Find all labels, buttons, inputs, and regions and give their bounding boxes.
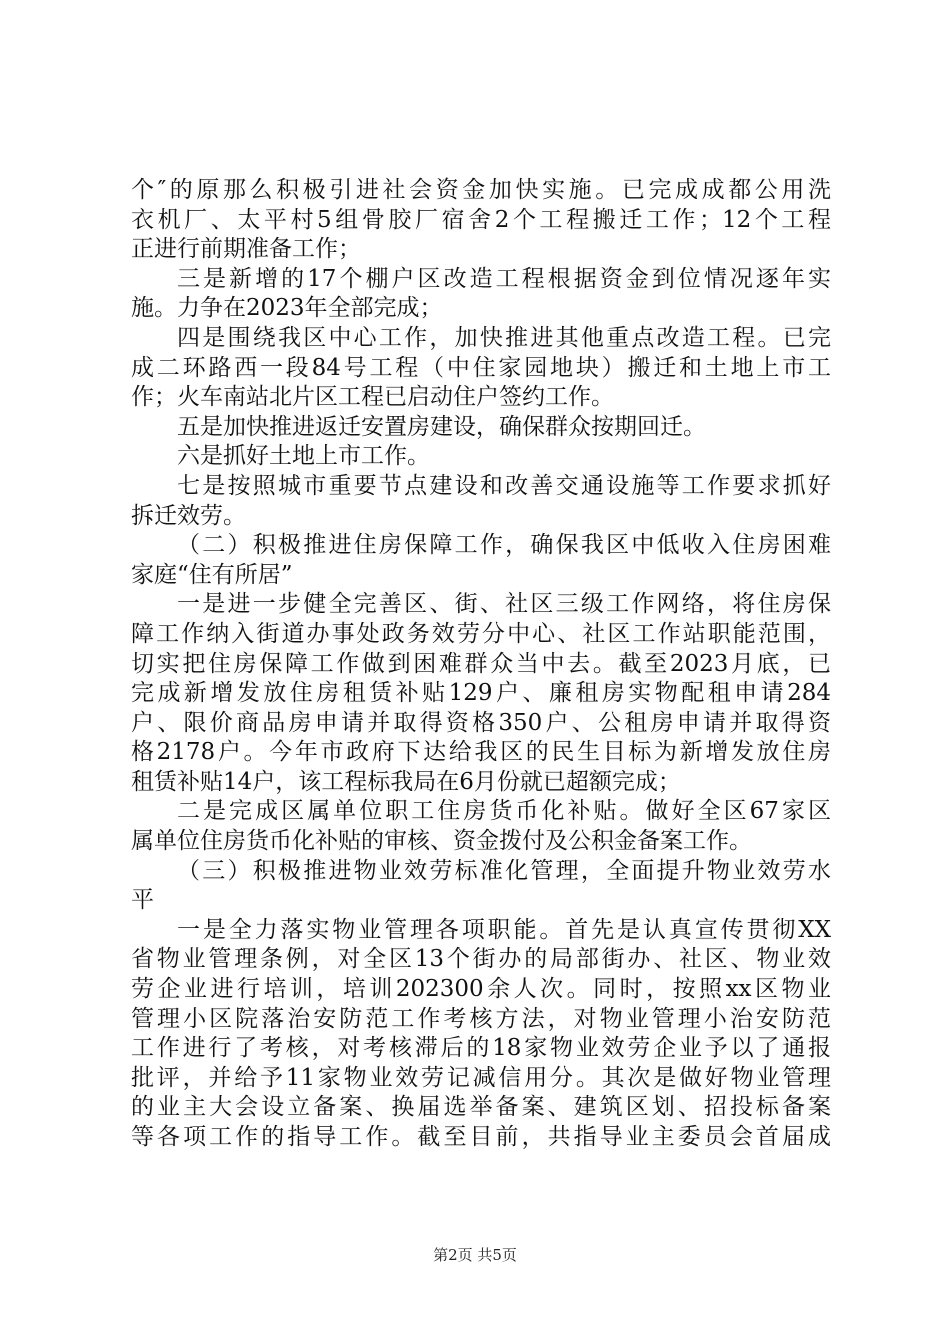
- text-line: 六是抓好土地上市工作。: [177, 443, 430, 470]
- text-line: 工作进行了考核，对考核滞后的18家物业效劳企业予以了通报: [131, 1035, 831, 1062]
- text-line: 成二环路西一段84号工程（中住家园地块）搬迁和土地上市工: [131, 354, 831, 381]
- section-heading: （三）积极推进物业效劳标准化管理，全面提升物业效劳水: [177, 857, 831, 884]
- section-heading: 平: [131, 887, 154, 914]
- text-line: 属单位住房货币化补贴的审核、资金拨付及公积金备案工作。: [131, 828, 752, 855]
- text-line: 批评，并给予11家物业效劳记减信用分。其次是做好物业管理: [131, 1064, 831, 1091]
- text-line: 租赁补贴14户，该工程标我局在6月份就已超额完成；: [131, 768, 681, 795]
- text-line: 二是完成区属单位职工住房货币化补贴。做好全区67家区: [177, 798, 831, 825]
- text-line: 一是全力落实物业管理各项职能。首先是认真宣传贯彻XX: [177, 916, 831, 943]
- text-line: 障工作纳入街道办事处政务效劳分中心、社区工作站职能范围，: [131, 620, 831, 647]
- text-line: 管理小区院落治安防范工作考核方法，对物业管理小治安防范: [131, 1005, 831, 1032]
- text-line: 衣机厂、太平村5组骨胶厂宿舍2个工程搬迁工作；12个工程: [131, 206, 831, 233]
- text-line: 一是进一步健全完善区、街、社区三级工作网络，将住房保: [177, 591, 831, 618]
- text-line: 拆迁效劳。: [131, 502, 246, 529]
- page-number-footer: 第2页 共5页: [433, 1246, 517, 1264]
- text-line: 切实把住房保障工作做到困难群众当中去。截至2023月底，已: [131, 650, 831, 677]
- text-line: 个″的原那么积极引进社会资金加快实施。已完成成都公用洗: [131, 177, 831, 203]
- text-line: 等各项工作的指导工作。截至目前，共指导业主委员会首届成: [131, 1124, 831, 1150]
- text-line: 格2178户。今年市政府下达给我区的民生目标为新增发放住房: [131, 739, 831, 766]
- text-line: 省物业管理条例，对全区13个街办的局部街办、社区、物业效: [131, 946, 831, 973]
- text-line: 作；火车南站北片区工程已启动住户签约工作。: [131, 384, 614, 411]
- section-heading: （二）积极推进住房保障工作，确保我区中低收入住房困难: [177, 532, 831, 559]
- text-line: 的业主大会设立备案、换届选举备案、建筑区划、招投标备案: [131, 1094, 831, 1121]
- text-line: 施。力争在2023年全部完成；: [131, 295, 443, 322]
- text-line: 完成新增发放住房租赁补贴129户、廉租房实物配租申请284: [131, 680, 831, 707]
- text-line: 七是按照城市重要节点建设和改善交通设施等工作要求抓好: [177, 472, 831, 499]
- text-line: 五是加快推进返迁安置房建设，确保群众按期回迁。: [177, 413, 706, 440]
- text-line: 劳企业进行培训，培训202300余人次。同时，按照xx区物业: [131, 976, 831, 1003]
- text-line: 正进行前期准备工作；: [131, 236, 361, 263]
- text-line: 三是新增的17个棚户区改造工程根据资金到位情况逐年实: [177, 265, 831, 292]
- section-heading: 家庭“住有所居”: [131, 561, 293, 588]
- text-line: 四是围绕我区中心工作，加快推进其他重点改造工程。已完: [177, 324, 831, 351]
- body-text: [131, 176, 831, 1153]
- text-line: 户、限价商品房申请并取得资格350户、公租房申请并取得资: [131, 709, 831, 736]
